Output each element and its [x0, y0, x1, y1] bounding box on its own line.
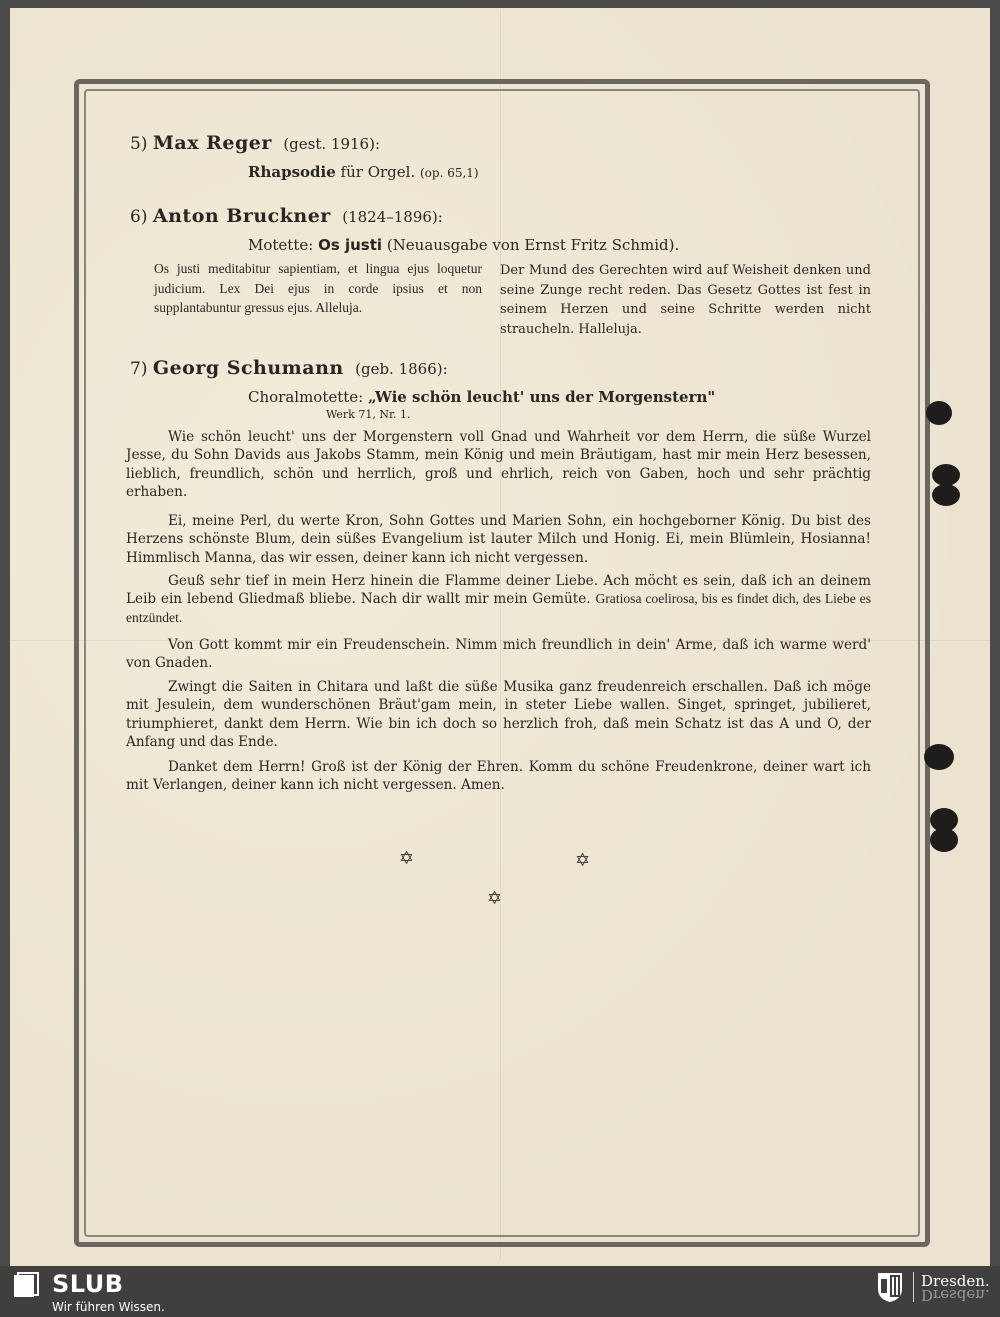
- lyrics-text: Geuß sehr tief in mein Herz hinein die Flamme deiner Liebe. Ach möcht es sein, daß ich an deinem Leib ein lebend Gliedmaß bliebe. Nach dir wallt mir mein Gemüte.: [126, 573, 871, 608]
- latin-insert: Gratiosa coelirosa, bis es findet dich, des Liebe es entzündet.: [126, 591, 871, 625]
- lyrics-paragraph-1: Wie schön leucht' uns der Morgenstern voll Gnad und Wahrheit vor dem Herrn, die süße Wurzel Jesse, du Sohn Davids aus Jakobs Stamm, mein König und mein Bräutigam, hast mir mein Herz besessen, lieblich, freundlich, schön und herrlich, groß und ehrlich, reich von Gaben, hoch und sehr prächtig erhaben.: [126, 429, 871, 501]
- composer-name: Georg Schumann: [152, 357, 344, 379]
- star-ornament-left: ✡: [399, 848, 415, 869]
- star-ornament-bottom: ✡: [487, 888, 503, 909]
- composer-name: Max Reger: [152, 132, 272, 154]
- section-6-work: [248, 236, 679, 254]
- german-text-column: Der Mund des Gerechten wird auf Weisheit denken und seine Zunge recht reden. Das Gesetz Gottes ist fest in seinem Herzen und seine Schritte werden nicht straucheln. Halleluja.: [500, 263, 871, 337]
- work-title: Os justi: [318, 236, 383, 254]
- composer-dates: (geb. 1866):: [355, 360, 448, 378]
- brand-slogan: Wir führen Wissen.: [52, 1300, 165, 1314]
- lyrics-paragraph-4: Von Gott kommt mir ein Freudenschein. Nimm mich freundlich in dein' Arme, daß ich warme werd' von Gnaden.: [126, 637, 871, 672]
- punch-hole: [930, 828, 958, 852]
- work-type: Motette:: [248, 236, 314, 254]
- city-name-mirror: Dresden.: [921, 1286, 990, 1304]
- section-5-work: [248, 163, 479, 181]
- work-title: „Wie schön leucht' uns der Morgenstern": [368, 388, 716, 406]
- lyrics-paragraph-2: Ei, meine Perl, du werte Kron, Sohn Gottes und Marien Sohn, ein hochgeborner König. Du bist des Herzens schönste Blum, dein süßes Evangelium ist lauter Milch und Honig. Ei, mein Blümlein, Hosianna! Himmlisch Manna, das wir essen, deiner kann ich nicht vergessen.: [126, 513, 871, 566]
- brand-name: SLUB: [52, 1270, 124, 1298]
- section-6-heading: [130, 205, 443, 227]
- lyrics-paragraph-3: [126, 572, 871, 627]
- section-number: 6): [130, 207, 148, 227]
- punch-hole: [924, 744, 954, 770]
- punch-hole: [932, 464, 960, 486]
- latin-text-column: Os justi meditabitur sapientiam, et lingua ejus loquetur judicium. Lex Dei ejus in corde ipsius et non supplantabuntur gressus ejus. Alleluja.: [154, 261, 482, 315]
- work-title: Rhapsodie: [248, 163, 336, 181]
- footer-divider: [913, 1272, 914, 1302]
- lyrics-paragraph-6: Danket dem Herrn! Groß ist der König der Ehren. Komm du schöne Freudenkrone, deiner wart ich mit Verlangen, deiner kann ich nicht vergessen. Amen.: [126, 759, 871, 794]
- lyrics-paragraph-5: Zwingt die Saiten in Chitara und laßt die süße Musika ganz freudenreich erschallen. Daß ich möge mit Jesulein, dem wunderschönen Bräut'gam mein, in steter Liebe wallen. Singet, springet, jubilieret, triumphieret, dankt dem Herrn. Wie bin ich doch so herzlich froh, daß mein Schatz ist das A und O, der Anfang und das Ende.: [126, 679, 871, 751]
- composer-name: Anton Bruckner: [152, 205, 331, 227]
- work-edition: (Neuausgabe von Ernst Fritz Schmid).: [386, 236, 680, 254]
- section-7-heading: [130, 357, 448, 379]
- section-number: 7): [130, 359, 148, 379]
- city-name: Dresden.: [921, 1272, 990, 1290]
- composer-dates: (1824–1896):: [342, 208, 443, 226]
- star-ornament-right: ✡: [575, 850, 591, 871]
- work-opus: Werk 71, Nr. 1.: [326, 408, 411, 421]
- section-5-heading: [130, 132, 380, 154]
- work-instrument: für Orgel.: [340, 163, 416, 181]
- section-7-work: [248, 388, 715, 406]
- dresden-crest-icon: [876, 1271, 904, 1303]
- punch-hole: [932, 484, 960, 506]
- slub-logo-icon: [12, 1271, 40, 1299]
- composer-dates: (gest. 1916):: [283, 135, 381, 153]
- work-type: Choralmotette:: [248, 388, 364, 406]
- work-opus: (op. 65,1): [420, 166, 479, 180]
- punch-hole: [926, 401, 952, 425]
- section-number: 5): [130, 134, 148, 154]
